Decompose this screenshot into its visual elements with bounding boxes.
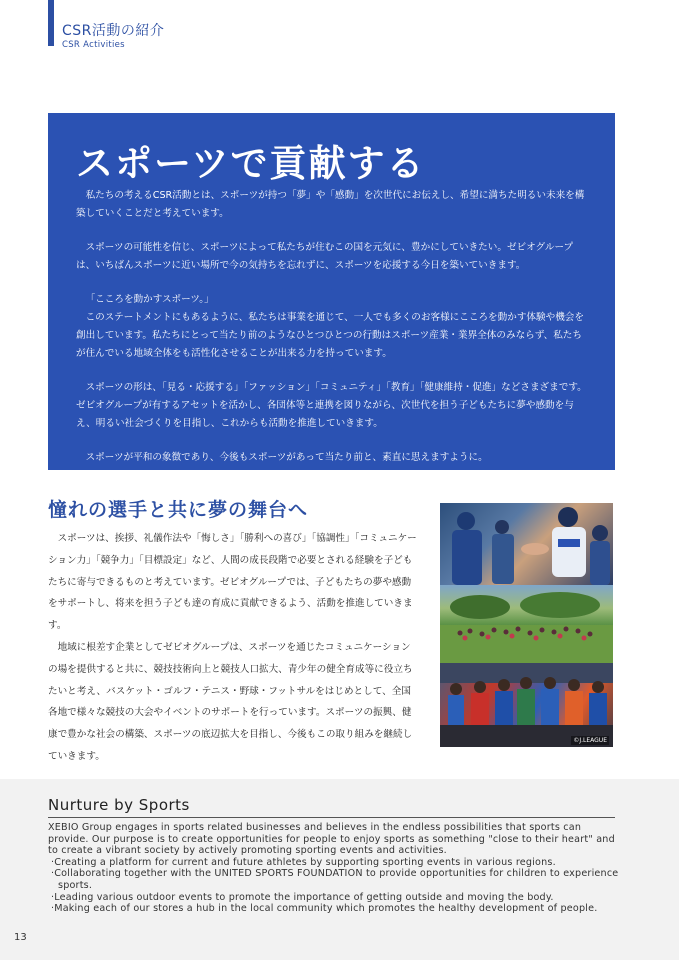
hero-panel <box>48 113 615 470</box>
photo-soccer-kids <box>440 663 613 747</box>
hero-paragraph-1: 私たちの考えるCSR活動とは、スポーツが持つ「夢」や「感動」を次世代にお伝えし、希望に満ちた明るい未来を構築していくことだと考えています。 <box>76 190 585 219</box>
photo-credit: ©J.LEAGUE <box>573 737 607 744</box>
hero-statement-title: 「こころを動かすスポーツ。」 <box>85 294 214 305</box>
page-number: 13 <box>14 932 27 943</box>
soccer-team-icon <box>440 663 613 747</box>
english-bullet: ·Making each of our stores a hub in the local community which promotes the healthy development of people. <box>51 903 598 915</box>
hero-statement <box>76 291 591 363</box>
english-bullet: ·Creating a platform for current and future athletes by supporting sporting events in various regions. <box>51 856 556 868</box>
hero-statement-body: このステートメントにもあるように、私たちは事業を通じて、一人でも多くのお客様にこころを動かす体験や機会を創出しています。私たちにとって当たり前のようなひとつひとつの行動はスポーツ産業・業界全体のみならず、私たちが住んでいる地域全体をも活性化させることが出来る力を持っています。 <box>76 312 584 359</box>
photo-baseball-players <box>440 503 613 585</box>
hero-paragraph-4: スポーツが平和の象徴であり、今後もスポーツがあって当たり前と、素直に思えますように。 <box>85 452 488 463</box>
section-paragraph-2: 地域に根差す企業としてゼビオグループは、スポーツを通じたコミュニケーションの場を提供すると共に、競技技術向上と競技人口拡大、青少年の健全育成等に役立ちたいと考え、バスケット・ゴルフ・テニス・野球・フットサルをはじめとして、全国各地で様々な競技の大会やイベントのサポートを行っています。スポーツの振興、健康で豊かな社会の構築、スポーツの底辺拡大を目指し、今後もこの取り組みを継続していきます。 <box>48 641 413 762</box>
english-bullet: ·Leading various outdoor events to promote the importance of getting outside and moving the body. <box>51 891 554 903</box>
header-subtitle: CSR Activities <box>62 40 125 50</box>
english-title: Nurture by Sports <box>48 796 190 814</box>
english-title-divider <box>48 817 615 818</box>
header-accent-bar <box>48 0 54 46</box>
baseball-scene-icon <box>440 503 613 585</box>
section-body <box>48 528 420 768</box>
english-intro: XEBIO Group engages in sports related businesses and believes in the endless possibilities that sports can provide. Our purpose is to create opportunities for people to enjoy sports as something "close to their heart" and to create a vibrant society by actively promoting sporting events and activities. <box>48 822 615 857</box>
hero-heading: スポーツで貢献する <box>76 142 426 185</box>
section-paragraph-1: スポーツは、挨拶、礼儀作法や「悔しさ」「勝利への喜び」「協調性」「コミュニケーション力」「競争力」「目標設定」など、人間の成長段階で必要とされる経験を子どもたちに寄与できるものと考えています。ゼビオグループでは、子どもたちの夢や感動をサポートし、将来を担う子ども達の育成に貢献できるよう、活動を推進していきます。 <box>48 533 417 632</box>
english-bullet: ·Collaborating together with the UNITED SPORTS FOUNDATION to provide opportunities for children to experience sports. <box>51 868 619 891</box>
hero-paragraph-3: スポーツの形は、「見る・応援する」「ファッション」「コミュニティ」「教育」「健康維持・促進」などさまざまです。ゼビオグループが有するアセットを活かし、各団体等と連携を図りながら、次世代を担う子どもたちに夢や感動を与え、明るい社会づくりを目指し、これからも活動を推進していきます。 <box>76 382 587 429</box>
photo-golf-event <box>440 585 613 663</box>
section-title: 憧れの選手と共に夢の舞台へ <box>48 499 309 521</box>
hero-paragraph-2: スポーツの可能性を信じ、スポーツによって私たちが住むこの国を元気に、豊かにしていきたい。ゼビオグループは、いちばんスポーツに近い場所で今の気持ちを忘れずに、スポーツを応援する今日を築いていきます。 <box>76 242 574 271</box>
photo-column <box>440 503 613 747</box>
english-body <box>48 822 620 915</box>
golf-crowd-icon <box>440 585 613 663</box>
hero-body <box>76 187 591 483</box>
header-title: CSR活動の紹介 <box>62 23 165 39</box>
english-bullet-list <box>48 857 620 915</box>
